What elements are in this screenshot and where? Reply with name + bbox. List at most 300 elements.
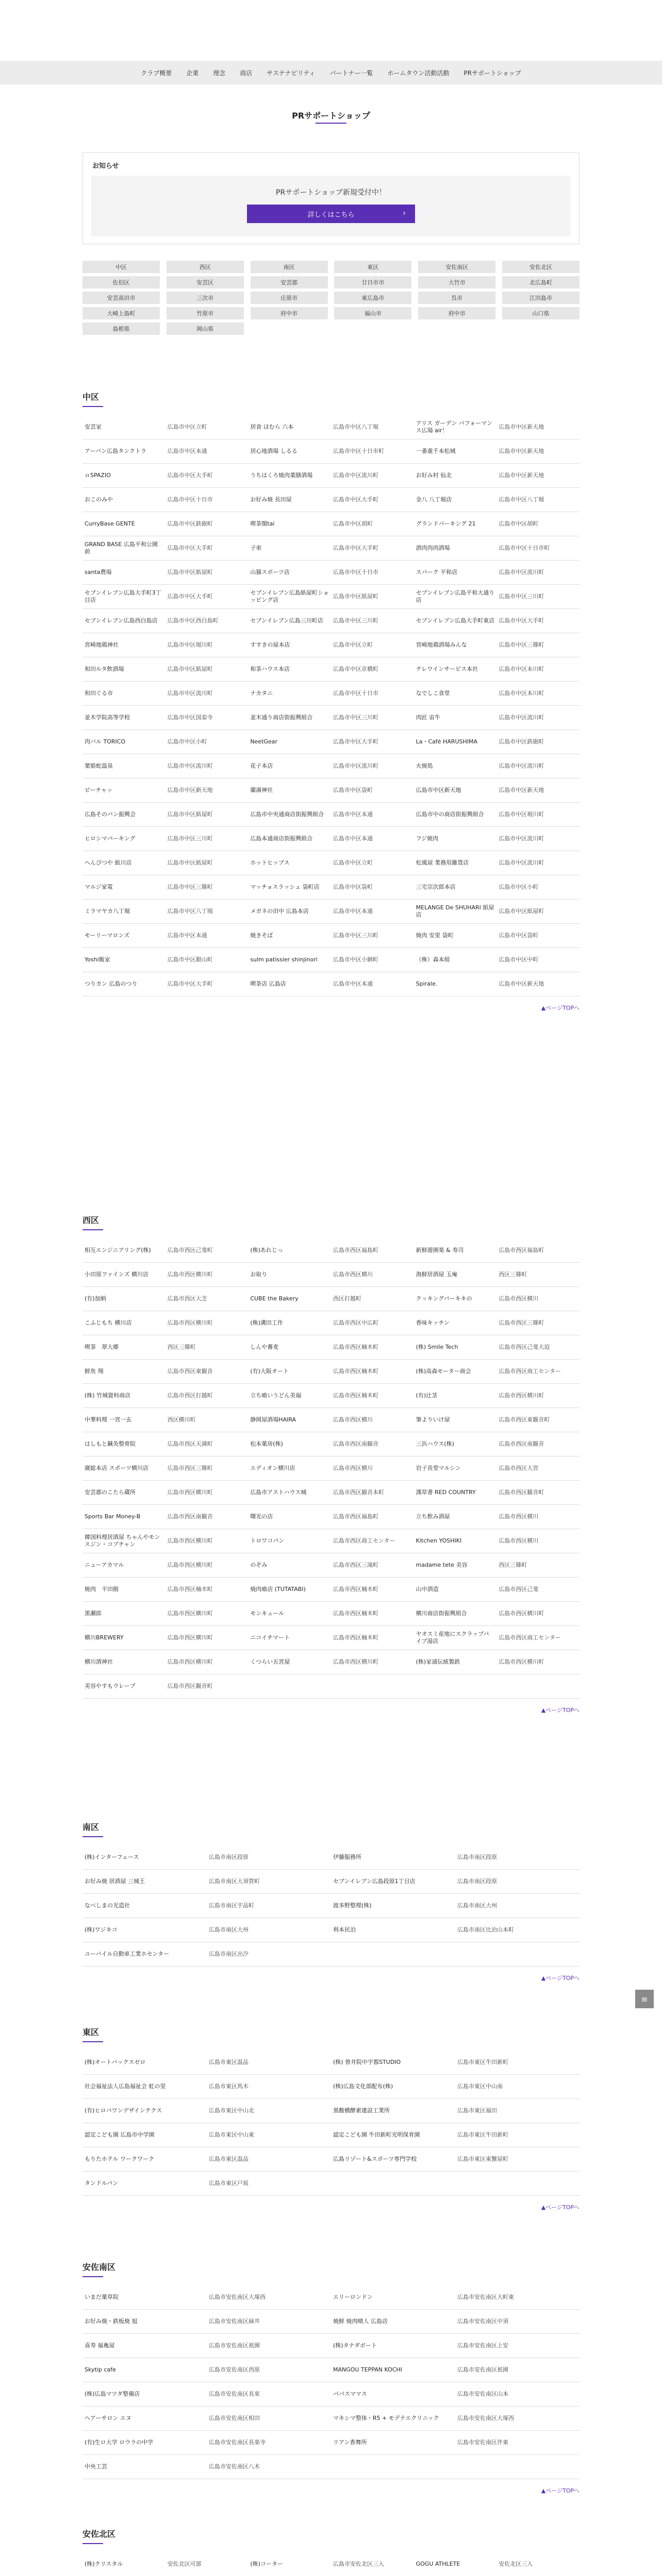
shop-address: 広島市西区横川 (331, 1408, 414, 1432)
shop-name: ニューアカマル (82, 1553, 166, 1578)
shop-name: しんや蕎麦 (248, 1335, 331, 1360)
shop-name: (株)オートバックスゼロ (82, 2050, 207, 2075)
shop-name: メガネの田中 広島本店 (248, 900, 331, 924)
table-row (82, 2050, 580, 2075)
shop-address: 広島市中区大手町 (331, 730, 414, 754)
shop-name (331, 2172, 455, 2196)
shop-name: ヘアーサロン エヌ (82, 2406, 207, 2431)
nav-item-pr-support[interactable]: PRサポートショップ (464, 69, 521, 77)
shop-address: 安佐北区可部 (166, 2552, 249, 2576)
shop-address: 広島市西区楠木町 (331, 1384, 414, 1408)
shop-table (82, 415, 580, 996)
shop-name: 黒酸橋酵素建設工業所 (331, 2099, 455, 2123)
nav-item-hometown[interactable]: ホームタウン活動活動 (387, 69, 450, 77)
shop-address: 広島市中区立町 (331, 633, 414, 657)
page-top-link[interactable]: ▲ページTOPへ (541, 2204, 580, 2211)
shop-address: 広島市中区本通 (331, 827, 414, 851)
table-row (82, 561, 580, 585)
table-row (82, 2358, 580, 2382)
shop-name: 香味キッチン (414, 1311, 497, 1335)
shop-name: ニコイチマート (248, 1626, 331, 1650)
shop-name: 伊藤服務所 (331, 1845, 455, 1870)
area-button[interactable]: 安芸高田市 (82, 292, 160, 304)
shop-name: ヒロシマパーキング (82, 827, 166, 851)
shop-name: 広島市中央通商店街振興組合 (248, 803, 331, 827)
shop-address: 広島市東区牛田新町 (455, 2050, 580, 2075)
side-menu-button[interactable] (635, 1990, 654, 2008)
shop-address: 広島市中区紙屋町 (166, 657, 249, 682)
shop-name: 宮崎地鶏神社 (82, 633, 166, 657)
shop-address: 広島市中区流川町 (496, 754, 580, 778)
shop-name: パパスママス (331, 2382, 455, 2406)
shop-address: 広島市中区十日市 (331, 682, 414, 706)
shop-name: 焼きそば (248, 924, 331, 948)
shop-name: La・Café HARUSHIMA (414, 730, 497, 754)
shop-address: 広島市南区宇品町 (207, 1894, 331, 1918)
shop-name: 社会福祉法人広島福祉会 虹の里 (82, 2075, 207, 2099)
shop-address (496, 1674, 580, 1699)
shop-name: くつらい五宮屋 (248, 1650, 331, 1674)
shop-name: 韓国料理居酒屋 ちゃんやモンスジン・コプチャン (82, 1529, 166, 1553)
table-row (82, 1918, 580, 1942)
table-row (82, 875, 580, 900)
shop-address: 広島市中区紙屋町 (166, 851, 249, 875)
section-title: 安佐北区 (82, 2529, 116, 2539)
shop-name: 蘭満神社 (248, 778, 331, 803)
notice-details-label: 詳しくはこちら (307, 211, 355, 219)
shop-address: 広島市中区国泰寺 (166, 706, 249, 730)
shop-address: 広島市中区袋町 (331, 778, 414, 803)
shop-name: (株)家浦伝統製鉄 (414, 1650, 497, 1674)
shop-name: アーバン広島タンクトラ (82, 439, 166, 464)
shop-name: (株)インターフェース (82, 1845, 207, 1870)
shop-address: 広島市西区南観音 (331, 1432, 414, 1456)
shop-address: 広島市西区横川 (496, 1287, 580, 1311)
shop-name: 新鮮遊園楽 & 寿司 (414, 1239, 497, 1263)
table-row (82, 1456, 580, 1481)
shop-name: エディオン横川店 (248, 1456, 331, 1481)
nav-item-company[interactable]: 企業 (186, 69, 199, 77)
shop-name: トロワコパン (248, 1529, 331, 1553)
shop-address: 広島市西区横川 (331, 1263, 414, 1287)
shop-name: (有)辻茎 (414, 1384, 497, 1408)
shop-name: グランドパーキング 21 (414, 512, 497, 536)
shop-table (82, 1239, 580, 1699)
shop-address: 広島市中区大手町 (166, 536, 249, 561)
table-row (82, 2147, 580, 2172)
shop-name: (株) 曽井院中宇都STUDIO (331, 2050, 455, 2075)
shop-name: CurryBase GENTE (82, 512, 166, 536)
section-title: 南区 (82, 1822, 100, 1832)
table-row (82, 1845, 580, 1870)
shop-name: ミラマヤカ八丁堀 (82, 900, 166, 924)
shop-address: 広島市西区横川町 (166, 1529, 249, 1553)
shop-name: お取り (248, 1263, 331, 1287)
shop-address: 広島市中区十日市 (331, 561, 414, 585)
shop-name: 肉匠 宙牛 (414, 706, 497, 730)
shop-name: フジ焼肉 (414, 827, 497, 851)
shop-name: はしもと鍼灸整骨院 (82, 1432, 166, 1456)
table-row (82, 1481, 580, 1505)
table-row (82, 2455, 580, 2479)
section-underline (82, 2276, 103, 2277)
page-top-link[interactable]: ▲ページTOPへ (541, 1005, 580, 1011)
table-row (82, 488, 580, 512)
area-button[interactable]: 東広島市 (334, 292, 411, 304)
shop-name: ピーチャッ (82, 778, 166, 803)
table-row (82, 2431, 580, 2455)
shop-name: (株)コーター (248, 2552, 331, 2576)
shop-address: 広島市西区三篠町 (496, 1311, 580, 1335)
table-row (82, 1432, 580, 1456)
shop-name: 松本菓房(株) (248, 1432, 331, 1456)
table-row (82, 2552, 580, 2576)
shop-address: 広島市中区紙屋町 (166, 803, 249, 827)
shop-address: 広島市中区大手町 (331, 488, 414, 512)
shop-name: sulm patissier shinjinori (248, 948, 331, 972)
shop-name: 喫茶閣tai (248, 512, 331, 536)
shop-name: 山猫スポーツ店 (248, 561, 331, 585)
shop-address: 広島市安佐南区大町東 (455, 2285, 580, 2310)
shop-name: 焼肉喰店 (TUTATABI) (248, 1578, 331, 1602)
shop-name: うちはくろ焼肉薬膳酒場 (248, 464, 331, 488)
shop-name: マルジ家電 (82, 875, 166, 900)
shop-name: お好み村 仙北 (414, 464, 497, 488)
shop-address (331, 1674, 414, 1699)
shop-name: おこのみや (82, 488, 166, 512)
shop-name: 喫茶 翠大郷 (82, 1335, 166, 1360)
shop-name: NeetGear (248, 730, 331, 754)
shop-name: 喫茶店 広島店 (248, 972, 331, 996)
shop-name: GRAND BASE 広島平和公園前 (82, 536, 166, 561)
shop-address: 広島市中区京橋町 (331, 657, 414, 682)
shop-name: 渡多野整理(株) (331, 1894, 455, 1918)
shop-address: 広島市中区三篠町 (166, 875, 249, 900)
shop-name: MANGOU TEPPAN KOCHI (331, 2358, 455, 2382)
table-row (82, 2099, 580, 2123)
shop-address: 広島市東区温品 (207, 2050, 331, 2075)
shop-address: 広島市中区小網町 (331, 948, 414, 972)
shop-name: エリーロンドン (331, 2285, 455, 2310)
table-row (82, 1626, 580, 1650)
shop-name: 横川BREWERY (82, 1626, 166, 1650)
shop-name: 筆よりいけ屋 (414, 1408, 497, 1432)
area-button[interactable]: 三次市 (167, 292, 244, 304)
shop-name: ナカタニ (248, 682, 331, 706)
area-button[interactable]: 竹原市 (167, 307, 244, 319)
area-button[interactable]: 安芸郡 (251, 276, 328, 289)
shop-address: 広島市中区本川町 (496, 657, 580, 682)
shop-address: 広島市安佐南区伴東 (455, 2431, 580, 2455)
shop-address: 広島市中区八丁堀 (331, 415, 414, 439)
shop-name: のぞみ (248, 1553, 331, 1578)
area-section (82, 2025, 580, 2211)
shop-name: もりたホテル ワークワーク (82, 2147, 207, 2172)
shop-name: セブンイレブン広島平和大通り店 (414, 585, 497, 609)
shop-table (82, 1845, 580, 1967)
shop-name: 宮崎地鶏酒場みんな (414, 633, 497, 657)
shop-address: 広島市中区流川町 (331, 754, 414, 778)
shop-name: なべしまの光造社 (82, 1894, 207, 1918)
shop-name: マッチョスラッシュ 袋町店 (248, 875, 331, 900)
shop-name: セブンイレブン広島段原1丁目店 (331, 1870, 455, 1894)
area-button[interactable]: 北広島町 (502, 276, 580, 289)
area-button[interactable]: 府中市 (418, 307, 495, 319)
shop-address: 広島市中区本通 (166, 924, 249, 948)
shop-name: 岩子長堂マルシン (414, 1456, 497, 1481)
table-row (82, 1239, 580, 1263)
shop-address: 広島市南区段原 (207, 1845, 331, 1870)
shop-name: Skytip cafe (82, 2358, 207, 2382)
table-row (82, 657, 580, 682)
shop-address: 広島市中区流川町 (331, 464, 414, 488)
shop-name: アリス ガーデン パフォーマンス広場 air！ (414, 415, 497, 439)
shop-name: 立ち喰いうどん美福 (248, 1384, 331, 1408)
shop-name: 焼肉 安里 袋町 (414, 924, 497, 948)
shop-name: へんぴつや 紙川店 (82, 851, 166, 875)
area-button[interactable]: 佐伯区 (82, 276, 160, 289)
shop-address: 広島市中区新天地 (496, 439, 580, 464)
area-button[interactable]: 東区 (334, 261, 411, 273)
shop-address: 広島市南区大州 (207, 1918, 331, 1942)
shop-name: 漢草書 RED COUNTRY (414, 1481, 497, 1505)
shop-name: 喜寿 福亀屋 (82, 2334, 207, 2358)
shop-address: 広島市安佐南区長楽寺 (207, 2431, 331, 2455)
shop-address: 広島市西区商工センター (331, 1529, 414, 1553)
shop-name (414, 1674, 497, 1699)
shop-address: 西区打越町 (331, 1287, 414, 1311)
table-row (82, 682, 580, 706)
shop-address: 広島市西区横川町 (331, 1650, 414, 1674)
shop-name (331, 2455, 455, 2479)
shop-address: 広島市西区横川町 (496, 1384, 580, 1408)
table-row (82, 803, 580, 827)
shop-name: 居食 ほむら 六本 (248, 415, 331, 439)
shop-name: 安芸家 (82, 415, 166, 439)
area-button[interactable]: 中区 (82, 261, 160, 273)
shop-name: (有)加納 (82, 1287, 166, 1311)
shop-address: 広島市西区横川町 (166, 1626, 249, 1650)
table-row (82, 439, 580, 464)
table-row (82, 754, 580, 778)
shop-name: 利本民泊 (331, 1918, 455, 1942)
notice-text: PRサポートショップ新規受付中！ (276, 189, 386, 197)
table-row (82, 2334, 580, 2358)
shop-name: 小田原ファインズ 横川店 (82, 1263, 166, 1287)
shop-address: 広島市中区本通 (331, 803, 414, 827)
nav-item-club[interactable]: クラブ概要 (141, 69, 172, 77)
area-button[interactable]: 庄原市 (251, 292, 328, 304)
shop-name: なでしこ食堂 (414, 682, 497, 706)
area-button[interactable]: 府中市 (251, 307, 328, 319)
nav-item-partners[interactable]: パートナー一覧 (329, 69, 373, 77)
shop-name: 葉姫蛇温泉 (82, 754, 166, 778)
shop-address: 広島市中区立町 (331, 851, 414, 875)
shop-address: 広島市中区三篠町 (496, 633, 580, 657)
section-underline (82, 2041, 103, 2042)
shop-address: 広島市中区十日市町 (331, 439, 414, 464)
shop-address: 広島市東区中山北 (207, 2099, 331, 2123)
shop-address: 広島市中区八丁堀 (166, 900, 249, 924)
table-row (82, 415, 580, 439)
shop-name: 横川酒神社 (82, 1650, 166, 1674)
shop-name: 広島市アストハウス城 (248, 1481, 331, 1505)
shop-address: 広島市安佐南区西原 (207, 2358, 331, 2382)
area-button[interactable]: 島根県 (82, 323, 160, 335)
table-row (82, 1263, 580, 1287)
table-row (82, 2172, 580, 2196)
shop-name: 和田ルタ飲酒場 (82, 657, 166, 682)
shop-address: 広島市安佐南区八木 (207, 2455, 331, 2479)
shop-name: 横川商店街振興組合 (414, 1602, 497, 1626)
shop-name: 広島本通商店街振興組合 (248, 827, 331, 851)
area-section (82, 2527, 580, 2576)
nav-item-sustainability[interactable]: サステナビリティ (267, 69, 316, 77)
table-row (82, 924, 580, 948)
shop-name: クッキングパーキキの (414, 1287, 497, 1311)
shop-table (82, 2552, 580, 2576)
area-button[interactable]: 呉市 (418, 292, 495, 304)
area-button[interactable]: 岡山県 (167, 323, 244, 335)
shop-name: 肉バル TORICO (82, 730, 166, 754)
shop-name: 広島市中の商店街振興組合 (414, 803, 497, 827)
shop-address: 広島市中区本通 (331, 900, 414, 924)
table-row (82, 1942, 580, 1967)
area-button[interactable]: 廿日市市 (334, 276, 411, 289)
shop-address: 広島市西区三滝町 (331, 1553, 414, 1578)
shop-address: 広島市安佐南区祇園 (207, 2334, 331, 2358)
shop-name: 静岡屋酒場HAIRA (248, 1408, 331, 1432)
area-button[interactable]: 南区 (251, 261, 328, 273)
area-button[interactable]: 安芸区 (167, 276, 244, 289)
page-top-link[interactable]: ▲ページTOPへ (541, 1975, 580, 1981)
shop-name (248, 1674, 331, 1699)
table-row (82, 2285, 580, 2310)
table-row (82, 900, 580, 924)
table-row (82, 1674, 580, 1699)
table-row (82, 851, 580, 875)
shop-address: 広島市中区大手町 (166, 464, 249, 488)
area-button[interactable]: 安佐北区 (502, 261, 580, 273)
shop-table (82, 2285, 580, 2479)
shop-name (331, 1942, 455, 1967)
area-button[interactable]: 大崎上島町 (82, 307, 160, 319)
shop-name: 花子本店 (248, 754, 331, 778)
shop-address: 広島市西区南観音 (166, 1505, 249, 1529)
table-row (82, 512, 580, 536)
shop-address: 広島市中区八丁堀 (496, 488, 580, 512)
shop-name: 山中酒造 (414, 1578, 497, 1602)
shop-address: 広島市中区三川町 (166, 827, 249, 851)
shop-name: セブンイレブン広島紙屋町ショッピング店 (248, 585, 331, 609)
shop-name: タンドルパン (82, 2172, 207, 2196)
area-button[interactable]: 山口県 (502, 307, 580, 319)
notice-details-button[interactable] (247, 205, 415, 223)
shop-name: (有)大阪オート (248, 1360, 331, 1384)
shop-name: セブンイレブン広島大手町3丁目店 (82, 585, 166, 609)
shop-name: お好み焼・鉄板焼 旭 (82, 2310, 207, 2334)
shop-name: つりカン 広島のつり (82, 972, 166, 996)
area-button[interactable]: 安佐南区 (418, 261, 495, 273)
table-row (82, 1287, 580, 1311)
table-row (82, 1505, 580, 1529)
table-row (82, 1384, 580, 1408)
shop-table (82, 2050, 580, 2196)
shop-name: (株)タナダボート (331, 2334, 455, 2358)
shop-address: 広島市東区馬木 (207, 2075, 331, 2099)
shop-name: 広島そのバン振興会 (82, 803, 166, 827)
shop-address: 広島市中区西白島町 (166, 609, 249, 633)
shop-name: 一番重千本松城 (414, 439, 497, 464)
shop-address: 安佐北区三入 (496, 2552, 580, 2576)
shop-name: 和茶ハウス本店 (248, 657, 331, 682)
table-row (82, 536, 580, 561)
menu-icon: ≡ (641, 1994, 648, 2004)
shop-address: 広島市中区鉄砲町 (166, 512, 249, 536)
shop-name: (株)ワジキコ (82, 1918, 207, 1942)
shop-address: 広島市西区大宮 (496, 1456, 580, 1481)
section-underline (82, 2543, 103, 2544)
shop-address: 広島市中区三川町 (331, 609, 414, 633)
shop-address: 広島市安佐南区緑井 (207, 2310, 331, 2334)
shop-address: 広島市南区大須賀町 (207, 1870, 331, 1894)
shop-name: お好み焼 長田屋 (248, 488, 331, 512)
shop-name: 立ち飲み酒屋 (414, 1505, 497, 1529)
table-row (82, 1894, 580, 1918)
shop-address: 広島市東区温品 (207, 2147, 331, 2172)
table-row (82, 2075, 580, 2099)
shop-address: 広島市中区三川町 (496, 585, 580, 609)
shop-name: (株) Smile Tech (414, 1335, 497, 1360)
area-button[interactable]: 西区 (167, 261, 244, 273)
section-underline (82, 1229, 103, 1230)
shop-address: 広島市中区流川町 (166, 754, 249, 778)
shop-name: 黒瀬郎 (82, 1602, 166, 1626)
shop-address: 広島市西区己斐 (496, 1578, 580, 1602)
shop-address: 広島市安佐南区大塚西 (207, 2285, 331, 2310)
notice-box (82, 152, 580, 244)
area-button[interactable]: 江田島市 (502, 292, 580, 304)
table-row (82, 827, 580, 851)
shop-address: 広島市中区流川町 (496, 561, 580, 585)
shop-name: 火焼処 (414, 754, 497, 778)
nav-item-philosophy[interactable]: 理念 (213, 69, 226, 77)
shop-name: (株)クリスタル (82, 2552, 166, 2576)
shop-name: スパーク 平和店 (414, 561, 497, 585)
shop-address: 広島市南区段原 (455, 1870, 580, 1894)
shop-address: 西区三篠町 (166, 1335, 249, 1360)
page-top-link[interactable]: ▲ページTOPへ (541, 2487, 580, 2494)
area-section (82, 1213, 580, 1714)
shop-address: 広島市中区流川町 (496, 706, 580, 730)
shop-name: ヤオスミ産地にスクラップパイプ湯店 (414, 1626, 497, 1650)
shop-address: 広島市中区十日市町 (496, 536, 580, 561)
page-top-link[interactable]: ▲ページTOPへ (541, 1707, 580, 1714)
shop-name: 並木通り商店街振興組合 (248, 706, 331, 730)
shop-name: 並木学院高等学校 (82, 706, 166, 730)
section-title: 西区 (82, 1215, 100, 1225)
table-row (82, 1360, 580, 1384)
shop-address: 広島市西区楠木町 (166, 1578, 249, 1602)
nav-item-shop[interactable]: 商店 (240, 69, 253, 77)
shop-address: 広島市安佐北区三入 (331, 2552, 414, 2576)
shop-address: 広島市中区立町 (166, 415, 249, 439)
shop-address: 広島市南区比治山本町 (455, 1918, 580, 1942)
area-button[interactable]: 福山市 (334, 307, 411, 319)
section-title: 安佐南区 (82, 2262, 116, 2272)
shop-address: 広島市西区己斐大迫 (496, 1335, 580, 1360)
area-button[interactable]: 大竹市 (418, 276, 495, 289)
